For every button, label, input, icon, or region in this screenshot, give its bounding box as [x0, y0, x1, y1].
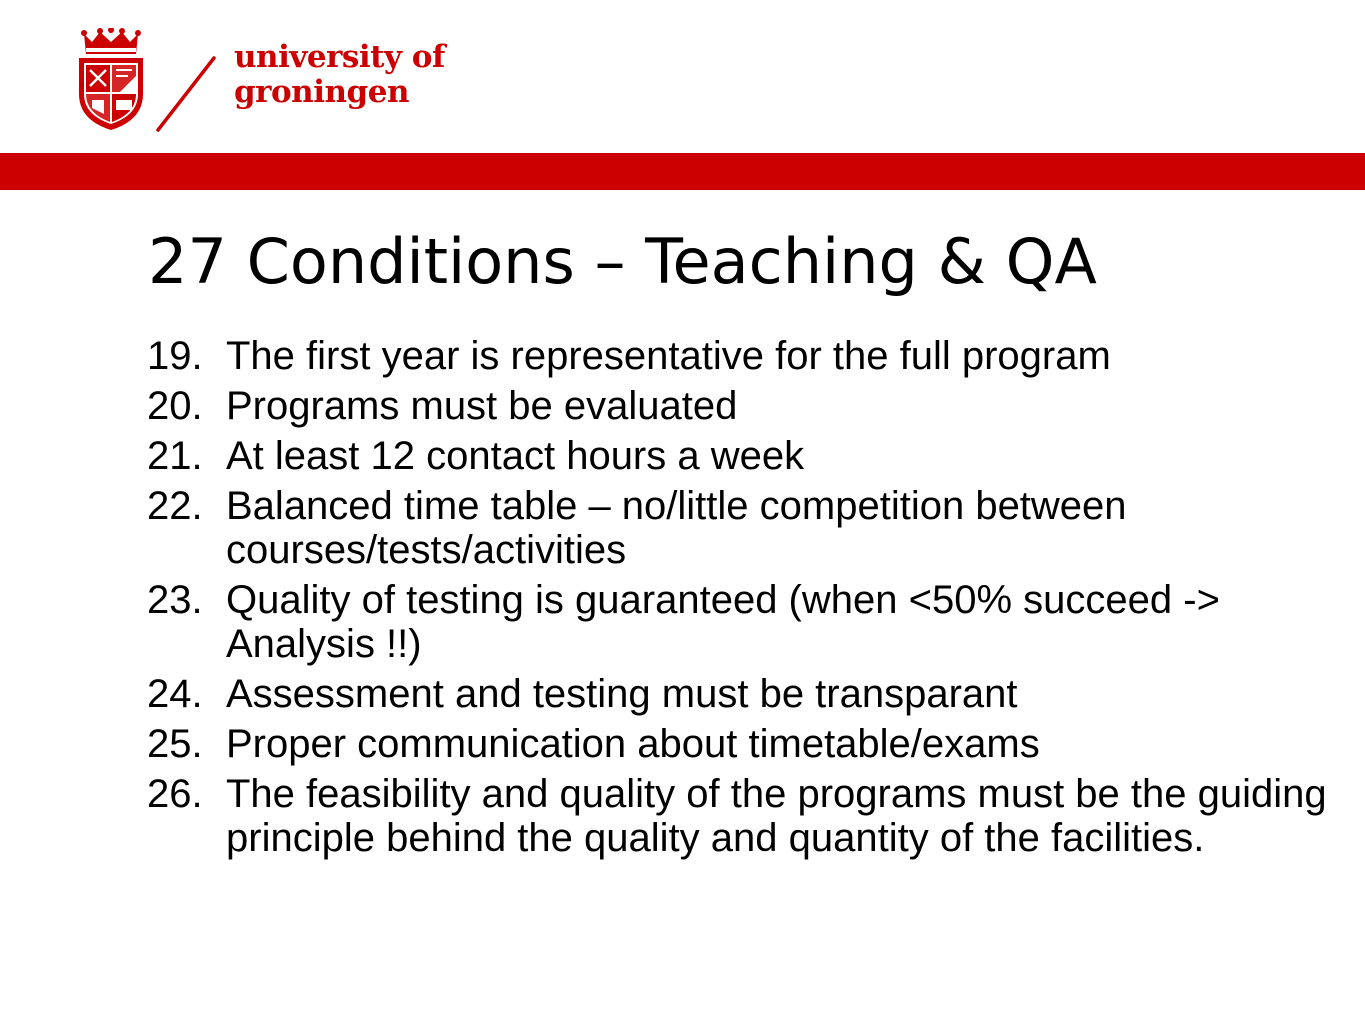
item-number: 22.	[147, 484, 203, 528]
item-number: 19.	[147, 334, 203, 378]
university-crest-icon	[76, 28, 146, 132]
item-text: Balanced time table – no/little competition between courses/tests/activities	[226, 484, 1127, 572]
wordmark-line-1: university of	[234, 39, 445, 75]
university-wordmark	[234, 40, 445, 110]
list-item	[147, 484, 1337, 572]
item-text: Quality of testing is guaranteed (when <50% succeed -> Analysis !!)	[226, 578, 1220, 666]
item-number: 25.	[147, 722, 203, 766]
list-item	[147, 384, 1337, 428]
divider-slash	[154, 56, 218, 132]
header-red-bar	[0, 153, 1365, 190]
slide-title: 27 Conditions – Teaching & QA	[148, 225, 1097, 298]
list-item	[147, 334, 1337, 378]
item-number: 24.	[147, 672, 203, 716]
item-number: 20.	[147, 384, 203, 428]
item-text: The first year is representative for the full program	[226, 334, 1111, 378]
item-text: Proper communication about timetable/exams	[226, 722, 1040, 766]
list-item	[147, 434, 1337, 478]
item-text: Assessment and testing must be transparant	[226, 672, 1018, 716]
item-text: Programs must be evaluated	[226, 384, 738, 428]
item-text: At least 12 contact hours a week	[226, 434, 805, 478]
item-number: 21.	[147, 434, 203, 478]
item-number: 26.	[147, 772, 203, 816]
wordmark-line-2: groningen	[234, 74, 409, 110]
list-item	[147, 578, 1337, 666]
item-number: 23.	[147, 578, 203, 622]
list-item	[147, 672, 1337, 716]
item-text: The feasibility and quality of the programs must be the guiding principle behind the quality and quantity of the facilities.	[226, 772, 1327, 860]
conditions-list	[147, 334, 1337, 866]
list-item	[147, 772, 1337, 860]
list-item	[147, 722, 1337, 766]
